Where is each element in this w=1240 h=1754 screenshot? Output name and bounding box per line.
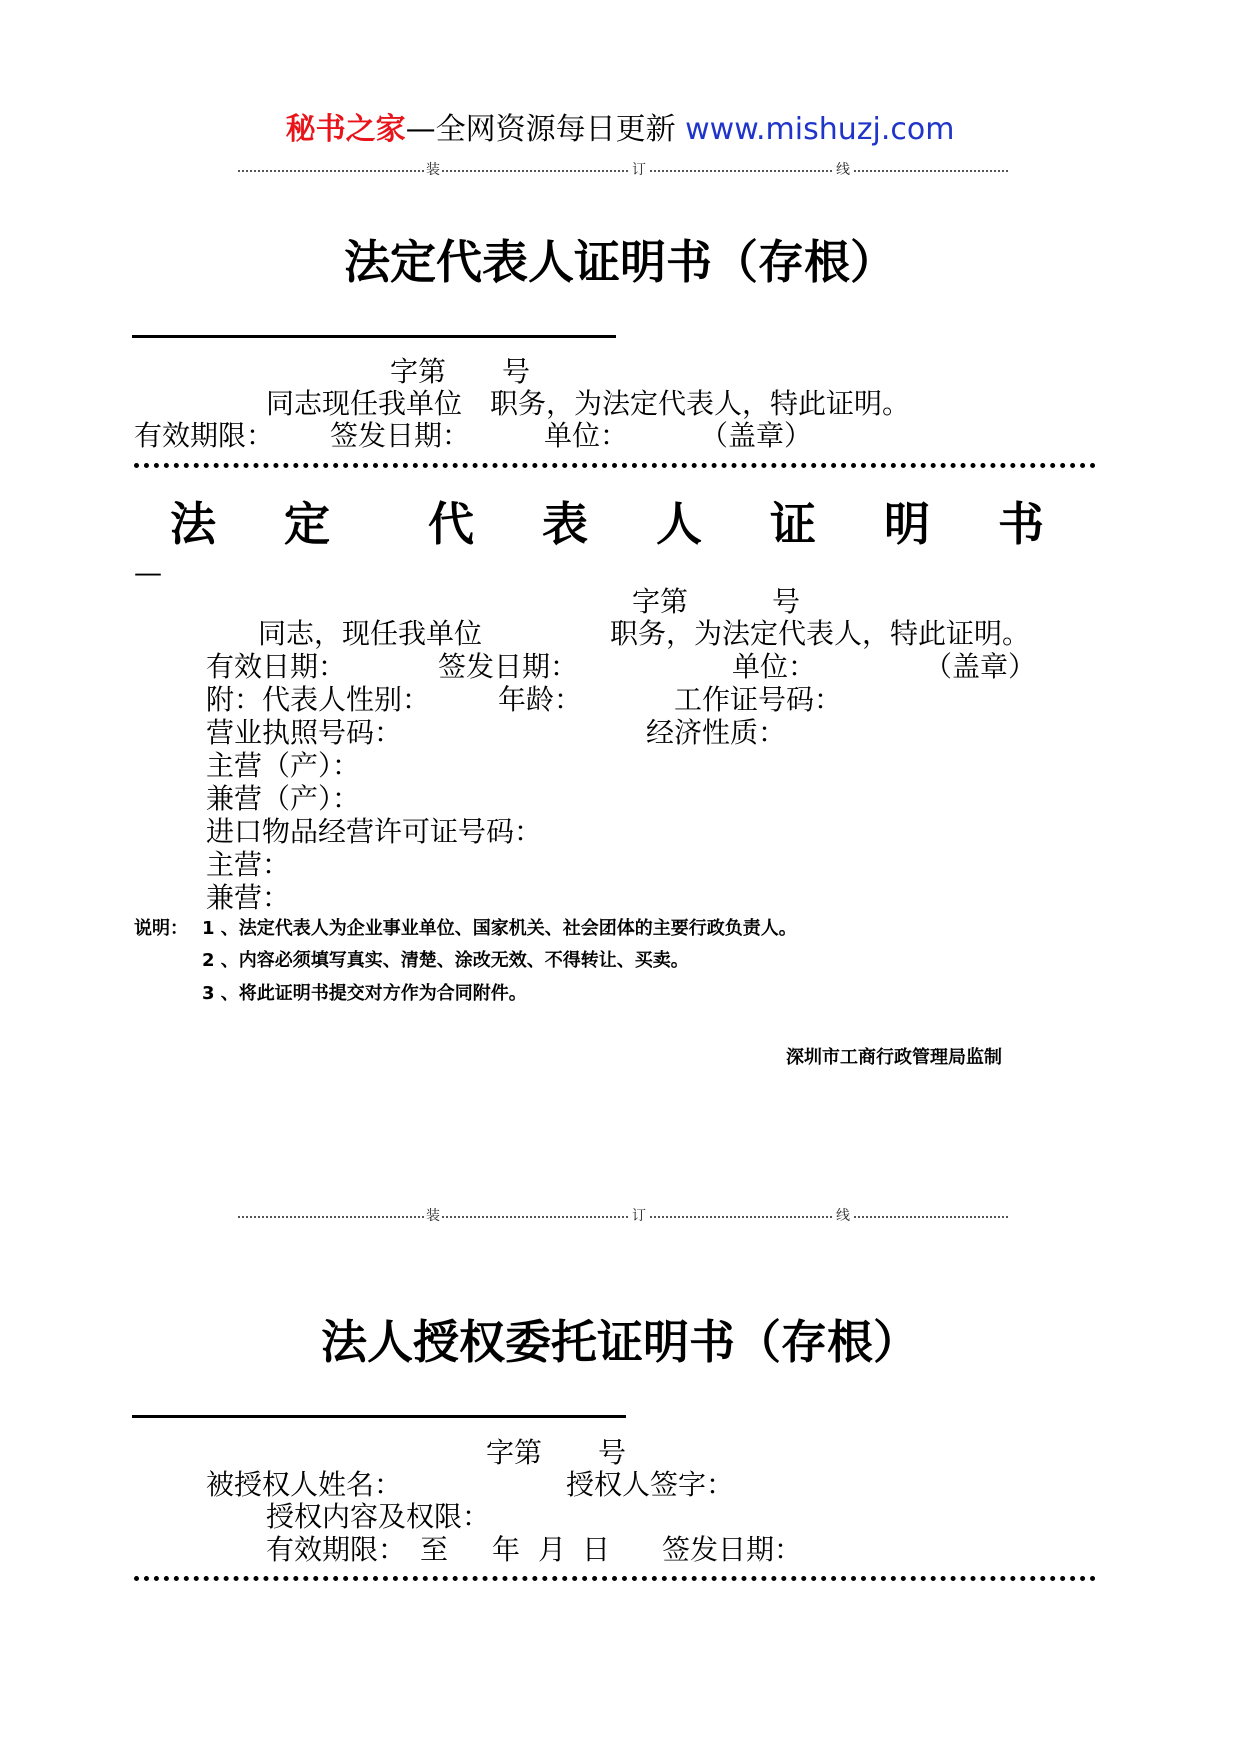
section1-unit-label: 单位： xyxy=(544,419,629,452)
section3-number: 字第 号 xyxy=(486,1436,627,1469)
dotted-separator-1 xyxy=(134,463,1096,468)
section3-grantor-sign-label: 授权人签字： xyxy=(566,1468,735,1501)
section2-work-id-label: 工作证号码： xyxy=(674,683,843,716)
section3-fill-line xyxy=(132,1415,626,1418)
binding-char-ding: 订 xyxy=(632,1208,646,1224)
section2-seal-label: （盖章） xyxy=(924,650,1037,683)
binding-dots xyxy=(238,170,1008,172)
binding-char-xian: 线 xyxy=(836,162,850,178)
section1-validity-label: 有效期限： xyxy=(134,419,275,452)
section1-statement: 同志现任我单位 职务，为法定代表人，特此证明。 xyxy=(266,387,911,420)
binding-char-ding: 订 xyxy=(632,162,646,178)
binding-line-top xyxy=(238,160,1008,180)
section3-month-label: 月 xyxy=(538,1533,567,1566)
section3-validity-label: 有效期限： xyxy=(266,1533,407,1566)
section3-title: 法人授权委托证明书（存根） xyxy=(321,1315,919,1369)
section2-import-license-label: 进口物品经营许可证号码： xyxy=(206,815,543,848)
header-slogan: —全网资源每日更新 xyxy=(405,112,676,147)
section1-seal-label: （盖章） xyxy=(700,419,813,452)
section2-main-business-label: 主营（产）： xyxy=(206,749,361,782)
section2-supervisor: 深圳市工商行政管理局监制 xyxy=(786,1047,1002,1068)
section2-side-label: 兼营： xyxy=(206,881,291,914)
section2-license-label: 营业执照号码： xyxy=(206,716,403,749)
binding-char-xian: 线 xyxy=(836,1208,850,1224)
section2-note-1: 1 、法定代表人为企业事业单位、国家机关、社会团体的主要行政负责人。 xyxy=(202,918,797,939)
section2-age-label: 年龄： xyxy=(498,683,583,716)
section1-fill-line xyxy=(132,335,616,338)
section2-side-business-label: 兼营（产）： xyxy=(206,782,361,815)
section2-note-3: 3 、将此证明书提交对方作为合同附件。 xyxy=(202,983,527,1004)
section2-gender-label: 附：代表人性别： xyxy=(206,683,431,716)
site-url-link[interactable]: www.mishuzj.com xyxy=(685,112,955,147)
section2-statement-a: 同志，现任我单位 xyxy=(258,617,483,650)
section3-scope-label: 授权内容及权限： xyxy=(266,1500,491,1533)
section3-to-label: 至 xyxy=(420,1533,449,1566)
binding-dots xyxy=(238,1216,1008,1218)
section2-statement-b: 职务，为法定代表人，特此证明。 xyxy=(610,617,1031,650)
section2-issue-date-label: 签发日期： xyxy=(438,650,579,683)
section1-issue-date-label: 签发日期： xyxy=(330,419,471,452)
section2-note-2: 2 、内容必须填写真实、清楚、涂改无效、不得转让、买卖。 xyxy=(202,950,689,971)
binding-char-zhuang: 装 xyxy=(426,162,440,178)
section3-year-label: 年 xyxy=(492,1533,521,1566)
section2-main-label: 主营： xyxy=(206,848,291,881)
section2-number: 字第 号 xyxy=(632,585,801,618)
dotted-separator-2 xyxy=(134,1576,1096,1581)
section2-unit-label: 单位： xyxy=(732,650,817,683)
section2-dash: — xyxy=(134,556,162,589)
section3-grantee-label: 被授权人姓名： xyxy=(206,1468,403,1501)
section3-issue-date-label: 签发日期： xyxy=(662,1533,803,1566)
binding-char-zhuang: 装 xyxy=(426,1208,440,1224)
section1-title: 法定代表人证明书（存根） xyxy=(344,235,896,289)
section2-title: 法 定 代 表 人 证 明 书 xyxy=(169,497,1071,551)
binding-line-middle xyxy=(238,1206,1008,1226)
section3-day-label: 日 xyxy=(582,1533,611,1566)
section1-number: 字第 号 xyxy=(390,355,531,388)
section2-notes-label: 说明： xyxy=(134,918,188,939)
section2-econ-nature-label: 经济性质： xyxy=(646,716,787,749)
section2-valid-date-label: 有效日期： xyxy=(206,650,347,683)
brand-name: 秘书之家 xyxy=(285,112,406,147)
site-header xyxy=(0,104,1240,148)
